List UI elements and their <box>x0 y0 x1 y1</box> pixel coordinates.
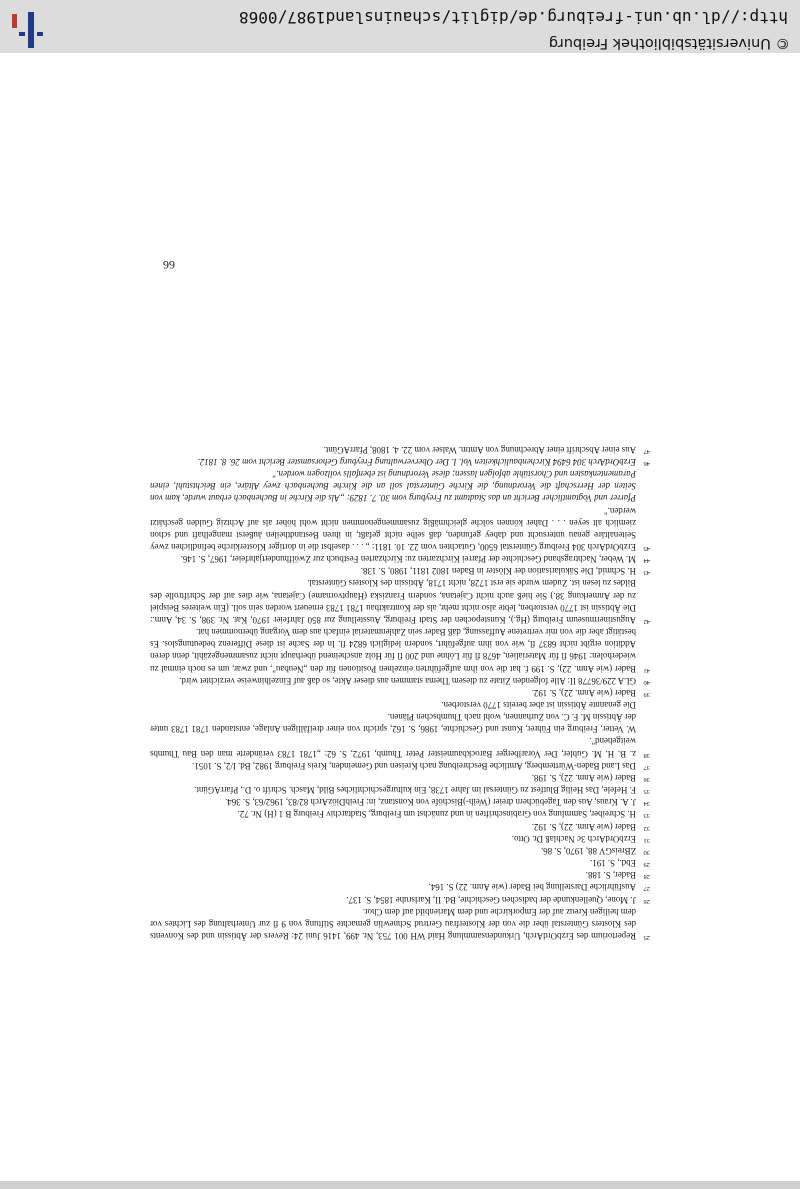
footnote <box>150 845 650 857</box>
footnote-text: H. Schreiber, Sammlung von Grabinschriften in und zunächst um Freiburg, Stadtarchiv Freiburg B 1 (H) Nr. 72. <box>237 809 636 820</box>
footnote <box>150 906 650 942</box>
footnote-number: 34 <box>643 800 650 808</box>
footnote-number: 30 <box>643 848 650 856</box>
footnote-text: Bader (wie Anm. 22), S. 192. <box>531 687 636 698</box>
footnote-number: 25 <box>643 934 650 941</box>
footnote <box>150 796 650 808</box>
footnote <box>150 869 650 881</box>
footnote-number: 43 <box>643 569 650 577</box>
footnote-text: Bader (wie Anm. 22), S. 192. <box>531 821 636 832</box>
footnote <box>150 577 650 626</box>
footnote-text: Augustinermuseum Freiburg (Hg.), Kunstepochen der Stadt Freiburg, Ausstellung zur 850 Jahrfeier 1970, Kat. Nr. 398, S. 34, Anm.: Die Äbtissin ist 1770 verstorben, lebte also nicht mehr, als der Kontraktbau 1781 1783 erneuert worden sein soll. (Ein weiteres Beispiel zu der Anmerkung 38.) Sie hieß auch nicht Cajetana, sondern Franziska (Hauptvorname) Cajetana, wie dies auf der Schriftrolle des Bildes zu lesen ist. Zudem wurde sie erst 1728, nicht 1718, Äbtissin des Klosters Günterstal. <box>150 578 636 625</box>
ub-freiburg-logo-icon <box>8 10 48 50</box>
footnote-number: 31 <box>643 836 650 844</box>
footnote-text: ErzbOrdArch 304 Freiburg Günterstal 6500, Gutachten vom 22. 10. 1811: „ . . . daselbst die in dortiger Klosterkirche befindlichen zwey Seitenaltäre genau untersucht und dabey gefunden, daß selbe nicht gefaßt, in ihren Bestandtheilen äußerst mangelhaft und schon ziemlich alt seyen . . . Daher können solche gleichmäßig zusammengenommen nicht wohl höher als auf Achtzig Gulden geschätzt werden." <box>150 505 636 552</box>
footnote <box>150 565 650 577</box>
footnote-number: 28 <box>643 873 650 881</box>
footnote-text: z. B. H. M. Gubler, Der Vorarlberger Barockbaumeister Peter Thumb, 1972, S. 62: „1781 1783 veränderte man den Bau Thumbs weitgehend". <box>150 736 636 759</box>
footnote-number: 38 <box>643 751 650 759</box>
footnote-number: 44 <box>643 557 650 565</box>
footnote <box>150 893 650 905</box>
footnote-text: ErzbOrdArch 3c Nachlaß Dr. Otto. <box>511 833 636 844</box>
footnote <box>150 833 650 845</box>
footnote-text: Die genannte Äbtissin ist aber bereits 1770 verstorben. <box>441 700 636 711</box>
footnote-number: 33 <box>643 812 650 820</box>
footnote-text: F. Hefele, Das Heilig Blutfest zu Güntersal im Jahre 1738, Ein kulturgeschichtliches Bild, Masch. Schrift o. D., PfarrAGünt. <box>194 785 636 796</box>
footnote-number: 36 <box>643 775 650 783</box>
footnote-number: 32 <box>643 824 650 832</box>
footnote <box>150 857 650 869</box>
footnote-text: GLA 229/36778 II: Alle folgenden Zitate zu diesem Thema stammen aus dieser Akte, so daß auf Einzelhinweise verzichtet wird. <box>179 675 636 686</box>
footnote-number: 40 <box>643 678 650 686</box>
footnote-text: Ausführliche Darstellung bei Bader (wie Anm. 22) S. 164. <box>428 882 636 893</box>
footnote-number: 42 <box>643 617 650 625</box>
footnote <box>150 553 650 565</box>
footnote-number: 39 <box>643 690 650 698</box>
footnote-number: 35 <box>643 788 650 796</box>
footnote-number: 47 <box>643 447 650 455</box>
footnote <box>150 699 650 711</box>
footnote <box>150 881 650 893</box>
footnote <box>150 444 650 456</box>
footnote-text: Pfarrer und Vogtamtlicher Bericht an das Stadtamt zu Freyburg vom 30. 7. 1829: „Als die Kirche in Buchenbach erbaut wurde, kam von Seiten der Herrschaft die Verordnung, die Kirche Günterstal soll an die Kirche Buchenbach zwey Altäre, ein Beichtstuhl, einen Paramentenkasten und Chorstühle abfolgen lassen; diese Verordnung ist ebenfalls vollzogen worden." <box>150 469 636 504</box>
footnote <box>150 456 650 468</box>
footnote-text: Repertorium des ErzbOrdArch, Urkundensammlung Haid WH 001 753, Nr. 499, 1416 Juni 24: Revers der Äbtissin und des Konvents des Klosters Günterstal über die von der Klosterfrau Gertrud Schnewlin gemachte Stiftung von 9 fl zur Unterhaltung des Lichtes vor dem heiligen Kreuz auf der Emporkirche und dem Marienbild auf dem Chor. <box>150 906 636 941</box>
library-credit: © Universitätsbibliothek Freiburg <box>548 35 790 51</box>
footnote-number: 37 <box>643 763 650 771</box>
footnote-text: J. Mone, Quellenkunde der badischen Geschichte, Bd. II, Karlsruhe 1854, S. 137. <box>346 894 636 905</box>
footnote-text: Bader (wie Anm. 22), S. 199 f. hat die von ihm aufgeführten einzelnen Positionen für den „Neubau", und zwar, um es noch einmal zu wiederholen: 1946 fl für Materialien, 4678 fl für Löhne und 200 fl für Holz anscheinend überhaupt nicht zusammengezählt, denn deren Addition ergibt nicht 6837 fl, wie von ihm aufgeführt, sondern lediglich 6824 fl. In der Sache ist diese Differenz bedeutungslos. Es bestätigt aber die von mir vertretene Auffassung, daß Bader sein Zahlenmaterial einfach aus dem Vorgang übernommen hat. <box>150 627 636 674</box>
footnote <box>150 772 650 784</box>
footnote-number: 26 <box>643 897 650 905</box>
viewer-bottom-strip <box>0 1181 800 1189</box>
footnote <box>150 735 650 759</box>
footnote-text: W. Vetter, Freiburg ein Führer, Kunst und Geschichte, 1986, S. 162, spricht von einer dreifälligen Anlage, entstanden 1781 1783 unter der Äbtissin M. F. C. von Zurhannen, wohl nach Thumbschen Plänen. <box>150 712 636 735</box>
footnote <box>150 687 650 699</box>
footnote <box>150 784 650 796</box>
footnote-number: 41 <box>643 666 650 674</box>
footnote <box>150 675 650 687</box>
footnote-number: 29 <box>643 861 650 869</box>
footnote-text: Das Land Baden-Württemberg, Amtliche Beschreibung nach Kreisen und Gemeinden, Kreis Freiburg 1982, Bd. I/2, S. 1051. <box>192 760 636 771</box>
footnote-text: Aus einer Abschrift einer Abrechnung von Amtm. Walser vom 22. 4. 1808, PfarrAGünt. <box>323 444 636 455</box>
footnote-text: J. A. Kraus, Aus den Tagebüchern dreier (Weih-)Bischöfe von Konstanz, in: FreibDiözArch 82/83, 1962/63, S. 364. <box>225 797 636 808</box>
footnote <box>150 504 650 553</box>
footnote-text: H. Schmid, Die Säkularisation der Klöster in Baden 1802 1811, 1980, S. 138. <box>360 566 636 577</box>
footnote <box>150 808 650 820</box>
footnote-text: Bader (wie Anm. 22), S. 198. <box>531 772 636 783</box>
footnote <box>150 711 650 735</box>
footnote-number: 27 <box>643 885 650 893</box>
source-url-link[interactable]: http://dl.ub.uni-freiburg.de/diglit/schauinsland1987/0068 <box>238 8 788 27</box>
page-number: 66 <box>163 258 175 272</box>
footnote <box>150 820 650 832</box>
footnote-number: 46 <box>643 459 650 467</box>
footnotes-block <box>150 444 650 942</box>
footnote-text: M. Weber, Nachtragsband Geschichte der Pfarrei Kirchzarten zu: Kirchzarten Festbuch zur Zwölfhundertjahrfeier, 1967, S. 146. <box>180 554 636 565</box>
footnote <box>150 760 650 772</box>
footnote <box>150 626 650 675</box>
footnote-text: ZBreisGV 88, 1970, S. 86. <box>541 845 636 856</box>
footnote-text: Ebd., S. 191. <box>590 858 636 869</box>
footnote-number: 45 <box>643 545 650 552</box>
footnote <box>150 468 650 504</box>
footnote-text: Bader, S. 188. <box>585 870 636 881</box>
header-banner <box>0 0 800 53</box>
footnote-text: ErzbOrdArch 304 6494 Kirchenbaulichkeiten Vol. I. Der Oberverwaltung Freyburg Gehorsamster Bericht vom 26. 8. 1812. <box>197 456 636 467</box>
